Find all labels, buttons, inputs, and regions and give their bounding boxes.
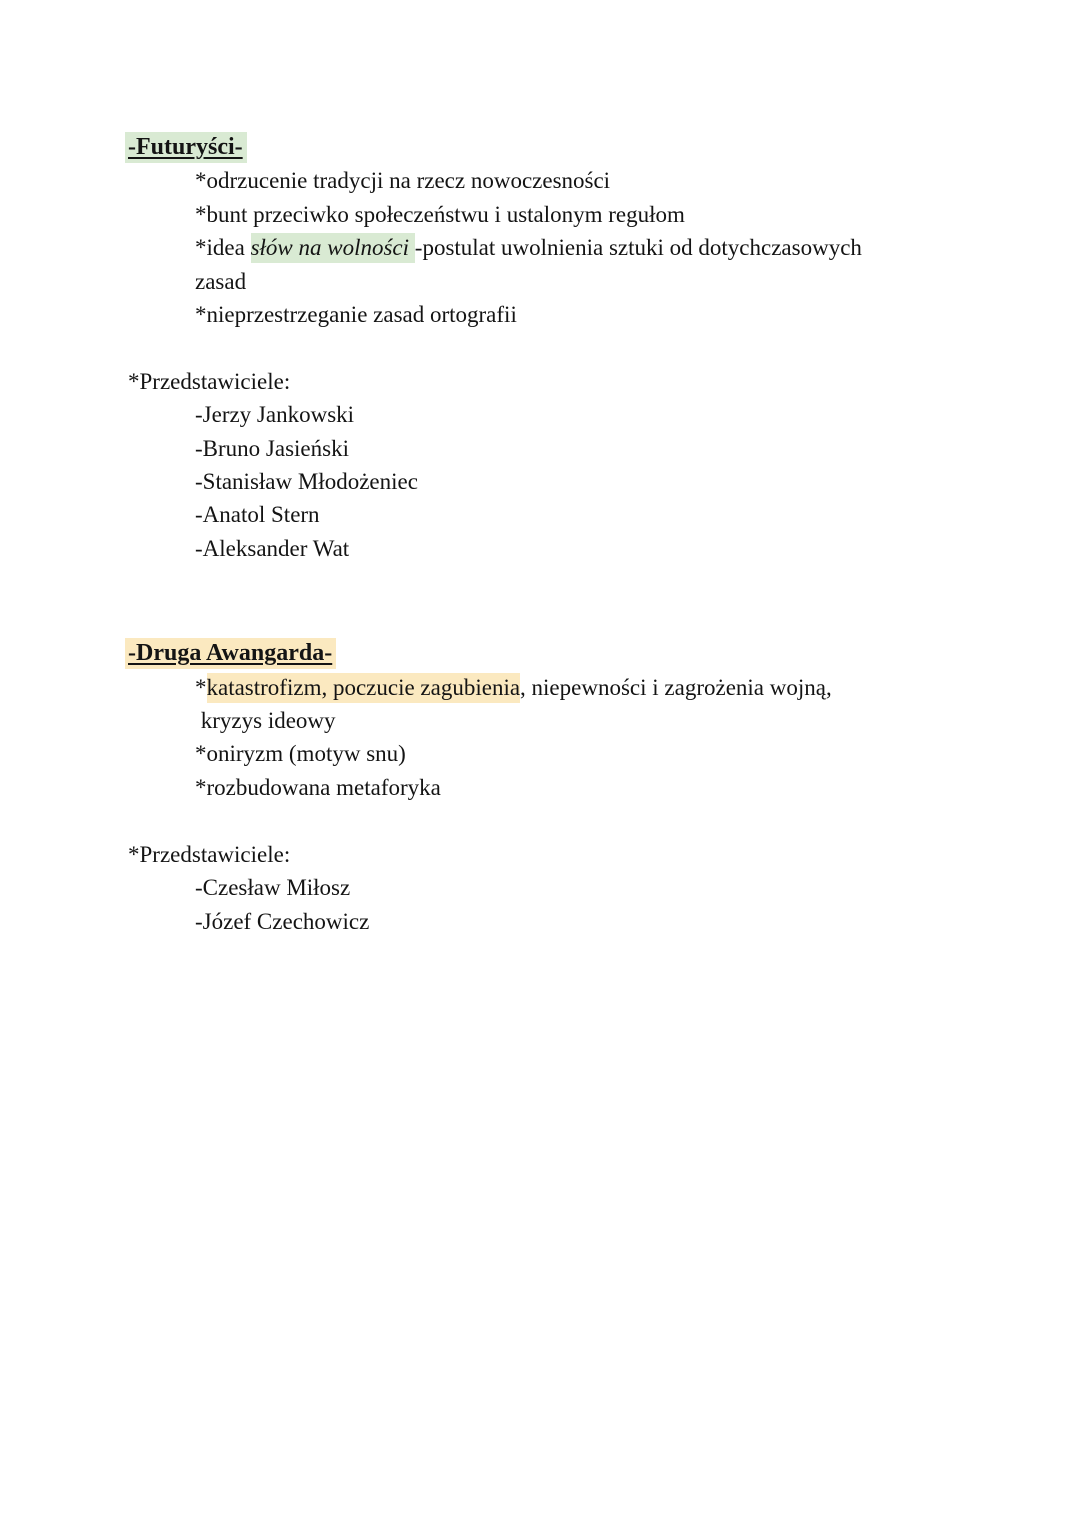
bullet-katastrofizm-continuation: kryzys ideowy — [195, 708, 336, 734]
representative-czeslaw-milosz: -Czesław Miłosz — [195, 875, 351, 901]
text-segment: *idea — [195, 235, 251, 261]
heading-line-druga-awangarda — [128, 637, 1080, 670]
representative-stanislaw-mlodozeniec: -Stanisław Młodożeniec — [195, 469, 418, 495]
heading-futurysci: -Futuryści- — [125, 132, 247, 163]
representative-anatol-stern: -Anatol Stern — [195, 502, 320, 528]
representatives-list-futurysci — [195, 398, 1080, 565]
bullet-bunt: *bunt przeciwko społeczeństwu i ustalonym regułom — [195, 201, 685, 227]
bullet-oniryzm: *oniryzm (motyw snu) — [195, 741, 406, 767]
representatives-label-futurysci: *Przedstawiciele: — [128, 368, 291, 394]
section-druga-awangarda — [128, 637, 1080, 938]
representative-aleksander-wat: -Aleksander Wat — [195, 535, 350, 561]
heading-line-futurysci — [128, 131, 1080, 164]
bullet-idea — [195, 231, 1080, 264]
text-segment: -postulat uwolnienia sztuki od dotychczasowych — [414, 235, 862, 261]
bullet-list-futurysci — [195, 164, 1080, 331]
representatives-list-druga-awangarda — [195, 871, 1080, 938]
bullet-katastrofizm — [195, 671, 1080, 704]
bullet-idea-continuation: zasad — [195, 268, 247, 294]
bullet-metaforyka: *rozbudowana metaforyka — [195, 774, 441, 800]
bullet-list-druga-awangarda — [195, 671, 1080, 805]
representative-jerzy-jankowski: -Jerzy Jankowski — [195, 402, 355, 428]
text-segment: * — [195, 674, 207, 700]
bullet-nieprzestrzeganie: *nieprzestrzeganie zasad ortografii — [195, 302, 517, 328]
representative-bruno-jasienski: -Bruno Jasieński — [195, 435, 349, 461]
bullet-odrzucenie: *odrzucenie tradycji na rzecz nowoczesności — [195, 168, 611, 194]
representative-jozef-czechowicz: -Józef Czechowicz — [195, 908, 370, 934]
text-segment: , niepewności i zagrożenia wojną, — [520, 674, 832, 700]
heading-druga-awangarda: -Druga Awangarda- — [125, 638, 336, 669]
highlighted-phrase-katastrofizm: katastrofizm, poczucie zagubienia — [207, 673, 521, 703]
representatives-label-druga-awangarda: *Przedstawiciele: — [128, 841, 291, 867]
highlighted-phrase-slow-na-wolnosci: słów na wolności — [251, 233, 415, 263]
section-futurysci — [128, 131, 1080, 565]
